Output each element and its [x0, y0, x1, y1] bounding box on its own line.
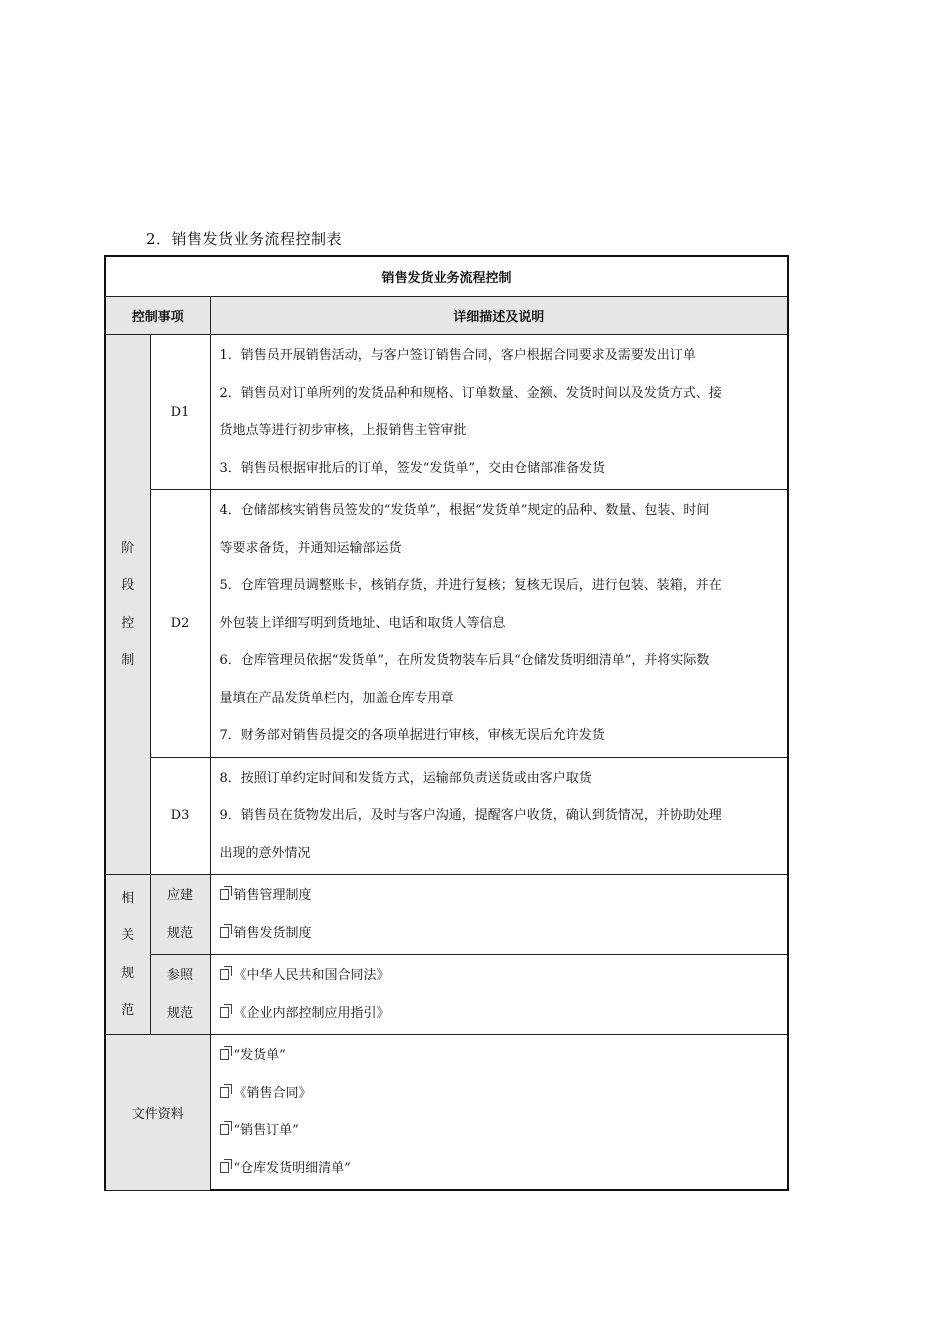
norms-group-label-build	[150, 875, 210, 955]
related-norms-label	[105, 875, 150, 1035]
stage-d1-description	[210, 335, 788, 490]
document-icon	[220, 1162, 229, 1173]
description-line: 出现的意外情况	[219, 845, 311, 861]
document-icon	[220, 1007, 229, 1018]
stage-control-label	[105, 335, 150, 875]
header-control-item: 控制事项	[105, 297, 210, 335]
stage-d2-description	[210, 490, 788, 758]
control-table	[104, 255, 789, 1191]
description-line: 1．销售员开展销售活动，与客户签订销售合同，客户根据合同要求及需要发出订单	[219, 348, 696, 363]
document-icon	[220, 889, 229, 900]
header-description: 详细描述及说明	[210, 297, 788, 335]
related-norms-char: 规	[121, 965, 135, 981]
norm-item-text: 销售发货制度	[233, 925, 312, 941]
document-icon	[220, 927, 229, 938]
norm-item	[220, 915, 780, 953]
description-line: 量填在产品发货单栏内，加盖仓库专用章	[219, 690, 454, 706]
section-heading: 2．销售发货业务流程控制表	[146, 230, 343, 248]
norms-group-reference-items	[210, 955, 788, 1035]
document-item-text: “仓库发货明细清单”	[233, 1160, 351, 1176]
description-line: 6．仓库管理员依据“发货单”，在所发货物装车后具“仓储发货明细清单”，并将实际数	[219, 653, 710, 668]
stage-d3-description	[210, 757, 788, 875]
related-norms-char: 相	[121, 890, 135, 906]
description-line: 货地点等进行初步审核，上报销售主管审批	[219, 423, 467, 438]
norms-group-build-items	[210, 875, 788, 955]
description-line: 2．销售员对订单所列的发货品种和规格、订单数量、金额、发货时间以及发货方式、接	[219, 385, 722, 401]
table-title: 销售发货业务流程控制	[105, 256, 788, 297]
description-line: 外包装上详细写明到货地址、电话和取货人等信息	[219, 615, 506, 631]
description-line: 8．按照订单约定时间和发货方式，运输部负责送货或由客户取货	[219, 770, 592, 786]
stage-id-d2: D2	[150, 490, 210, 758]
norms-group-char: 应建	[166, 888, 193, 903]
norm-item-text: 《企业内部控制应用指引》	[233, 1005, 390, 1021]
documents-label: 文件资料	[105, 1035, 210, 1191]
description-line: 5．仓库管理员调整账卡，核销存货，并进行复核；复核无误后，进行包装、装箱，并在	[219, 578, 722, 593]
document-item	[220, 1150, 780, 1188]
related-norms-char: 关	[121, 928, 135, 943]
norm-item-text: 销售管理制度	[233, 888, 312, 903]
document-item-text: “发货单”	[233, 1048, 286, 1063]
stage-id-d1: D1	[150, 335, 210, 490]
description-line: 9．销售员在货物发出后，及时与客户沟通，提醒客户收货，确认到货情况，并协助处理	[219, 808, 722, 823]
document-item	[220, 1037, 780, 1075]
description-line: 7．财务部对销售员提交的各项单据进行审核，审核无误后允许发货	[219, 728, 605, 743]
norm-item-text: 《中华人民共和国合同法》	[233, 968, 390, 983]
document-icon	[220, 1124, 229, 1135]
documents-items	[210, 1035, 788, 1191]
stage-control-char: 制	[121, 653, 135, 668]
document-icon	[220, 1049, 229, 1060]
document-item	[220, 1075, 780, 1113]
document-item-text: 《销售合同》	[233, 1085, 312, 1101]
document-item	[220, 1112, 780, 1150]
norms-group-char: 规范	[166, 1005, 193, 1021]
norm-item	[220, 995, 780, 1033]
norm-item	[220, 957, 780, 995]
description-line: 3．销售员根据审批后的订单，签发“发货单”，交由仓储部准备发货	[219, 460, 606, 476]
norms-group-char: 参照	[166, 968, 193, 983]
description-line: 4．仓储部核实销售员签发的“发货单”，根据“发货单”规定的品种、数量、包装、时间	[219, 503, 710, 518]
stage-control-char: 段	[121, 578, 135, 593]
stage-id-d3: D3	[150, 757, 210, 875]
document-icon	[220, 969, 229, 980]
related-norms-char: 范	[121, 1003, 135, 1018]
document-item-text: “销售订单”	[233, 1123, 299, 1138]
stage-control-char: 控	[121, 615, 135, 631]
stage-control-char: 阶	[121, 540, 135, 556]
norms-group-label-reference	[150, 955, 210, 1035]
norms-group-char: 规范	[166, 925, 193, 941]
document-icon	[220, 1087, 229, 1098]
norm-item	[220, 877, 780, 915]
description-line: 等要求备货，并通知运输部运货	[219, 540, 402, 556]
